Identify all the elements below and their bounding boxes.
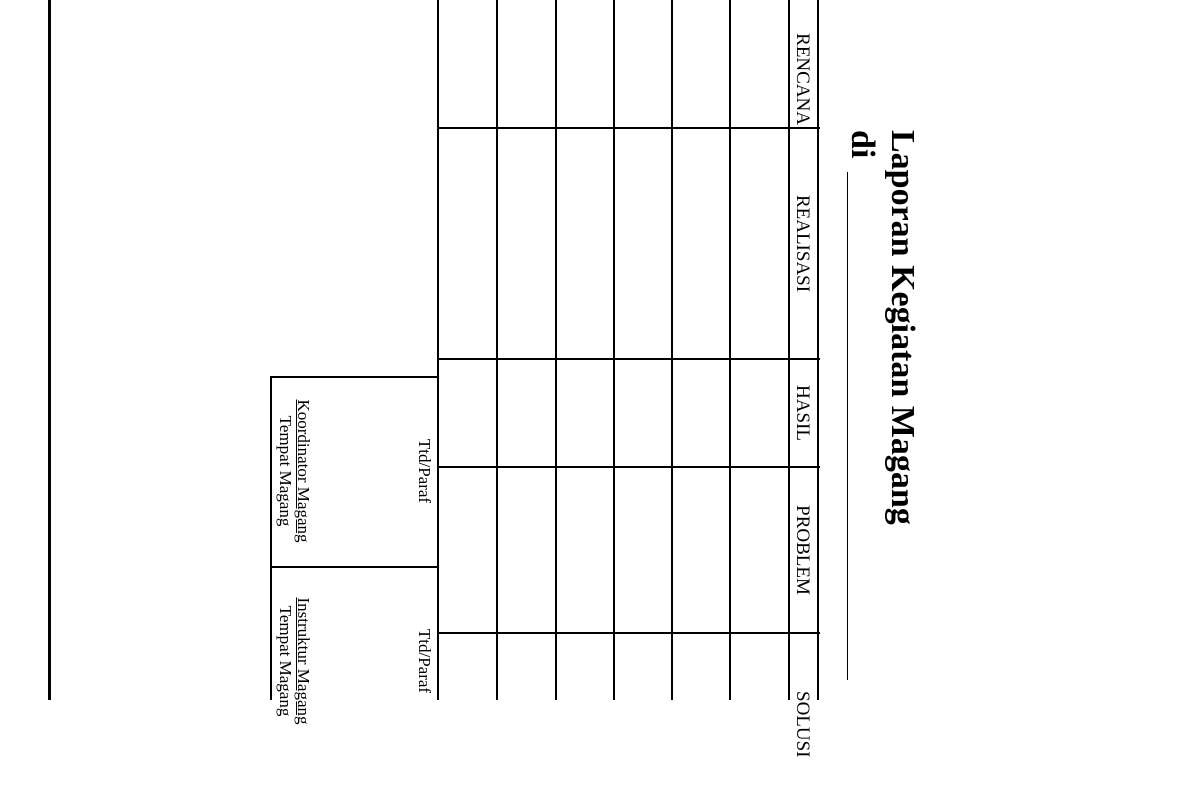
table-row-line [556,0,558,700]
signature-role-line1: Instruktur Magang [294,597,313,725]
table-border-top [818,0,820,700]
table-row-line [730,0,732,700]
column-header-realisasi: REALISASI [792,194,813,293]
signature-box-bottom [271,376,273,700]
table-row-line [614,0,616,700]
signature-role-koordinator [276,376,312,566]
column-header-solusi: SOLUSI [792,691,813,758]
location-underline [847,172,848,680]
table-column-line [437,632,820,634]
column-header-problem: PROBLEM [792,505,813,595]
column-header-rencana: RENCANA [792,33,813,125]
table-column-line [437,358,820,360]
table-row-line [672,0,674,700]
signature-ttd-label: Ttd/Paraf [415,438,434,504]
table-row-line [497,0,499,700]
document-title: Laporan Kegiatan Magang [884,130,921,525]
column-header-hasil: HASIL [792,385,813,441]
signature-role-line2: Tempat Magang [276,415,295,527]
table-column-line [437,466,820,468]
signature-ttd-label: Ttd/Paraf [415,628,434,694]
table-column-line [437,127,820,129]
table-header-line [789,0,791,700]
signature-role-instruktur [276,566,312,756]
table-border-bottom [438,0,440,700]
document-title-location: di [844,130,881,159]
signature-role-line1: Koordinator Magang [294,399,313,543]
signature-role-line2: Tempat Magang [276,605,295,717]
